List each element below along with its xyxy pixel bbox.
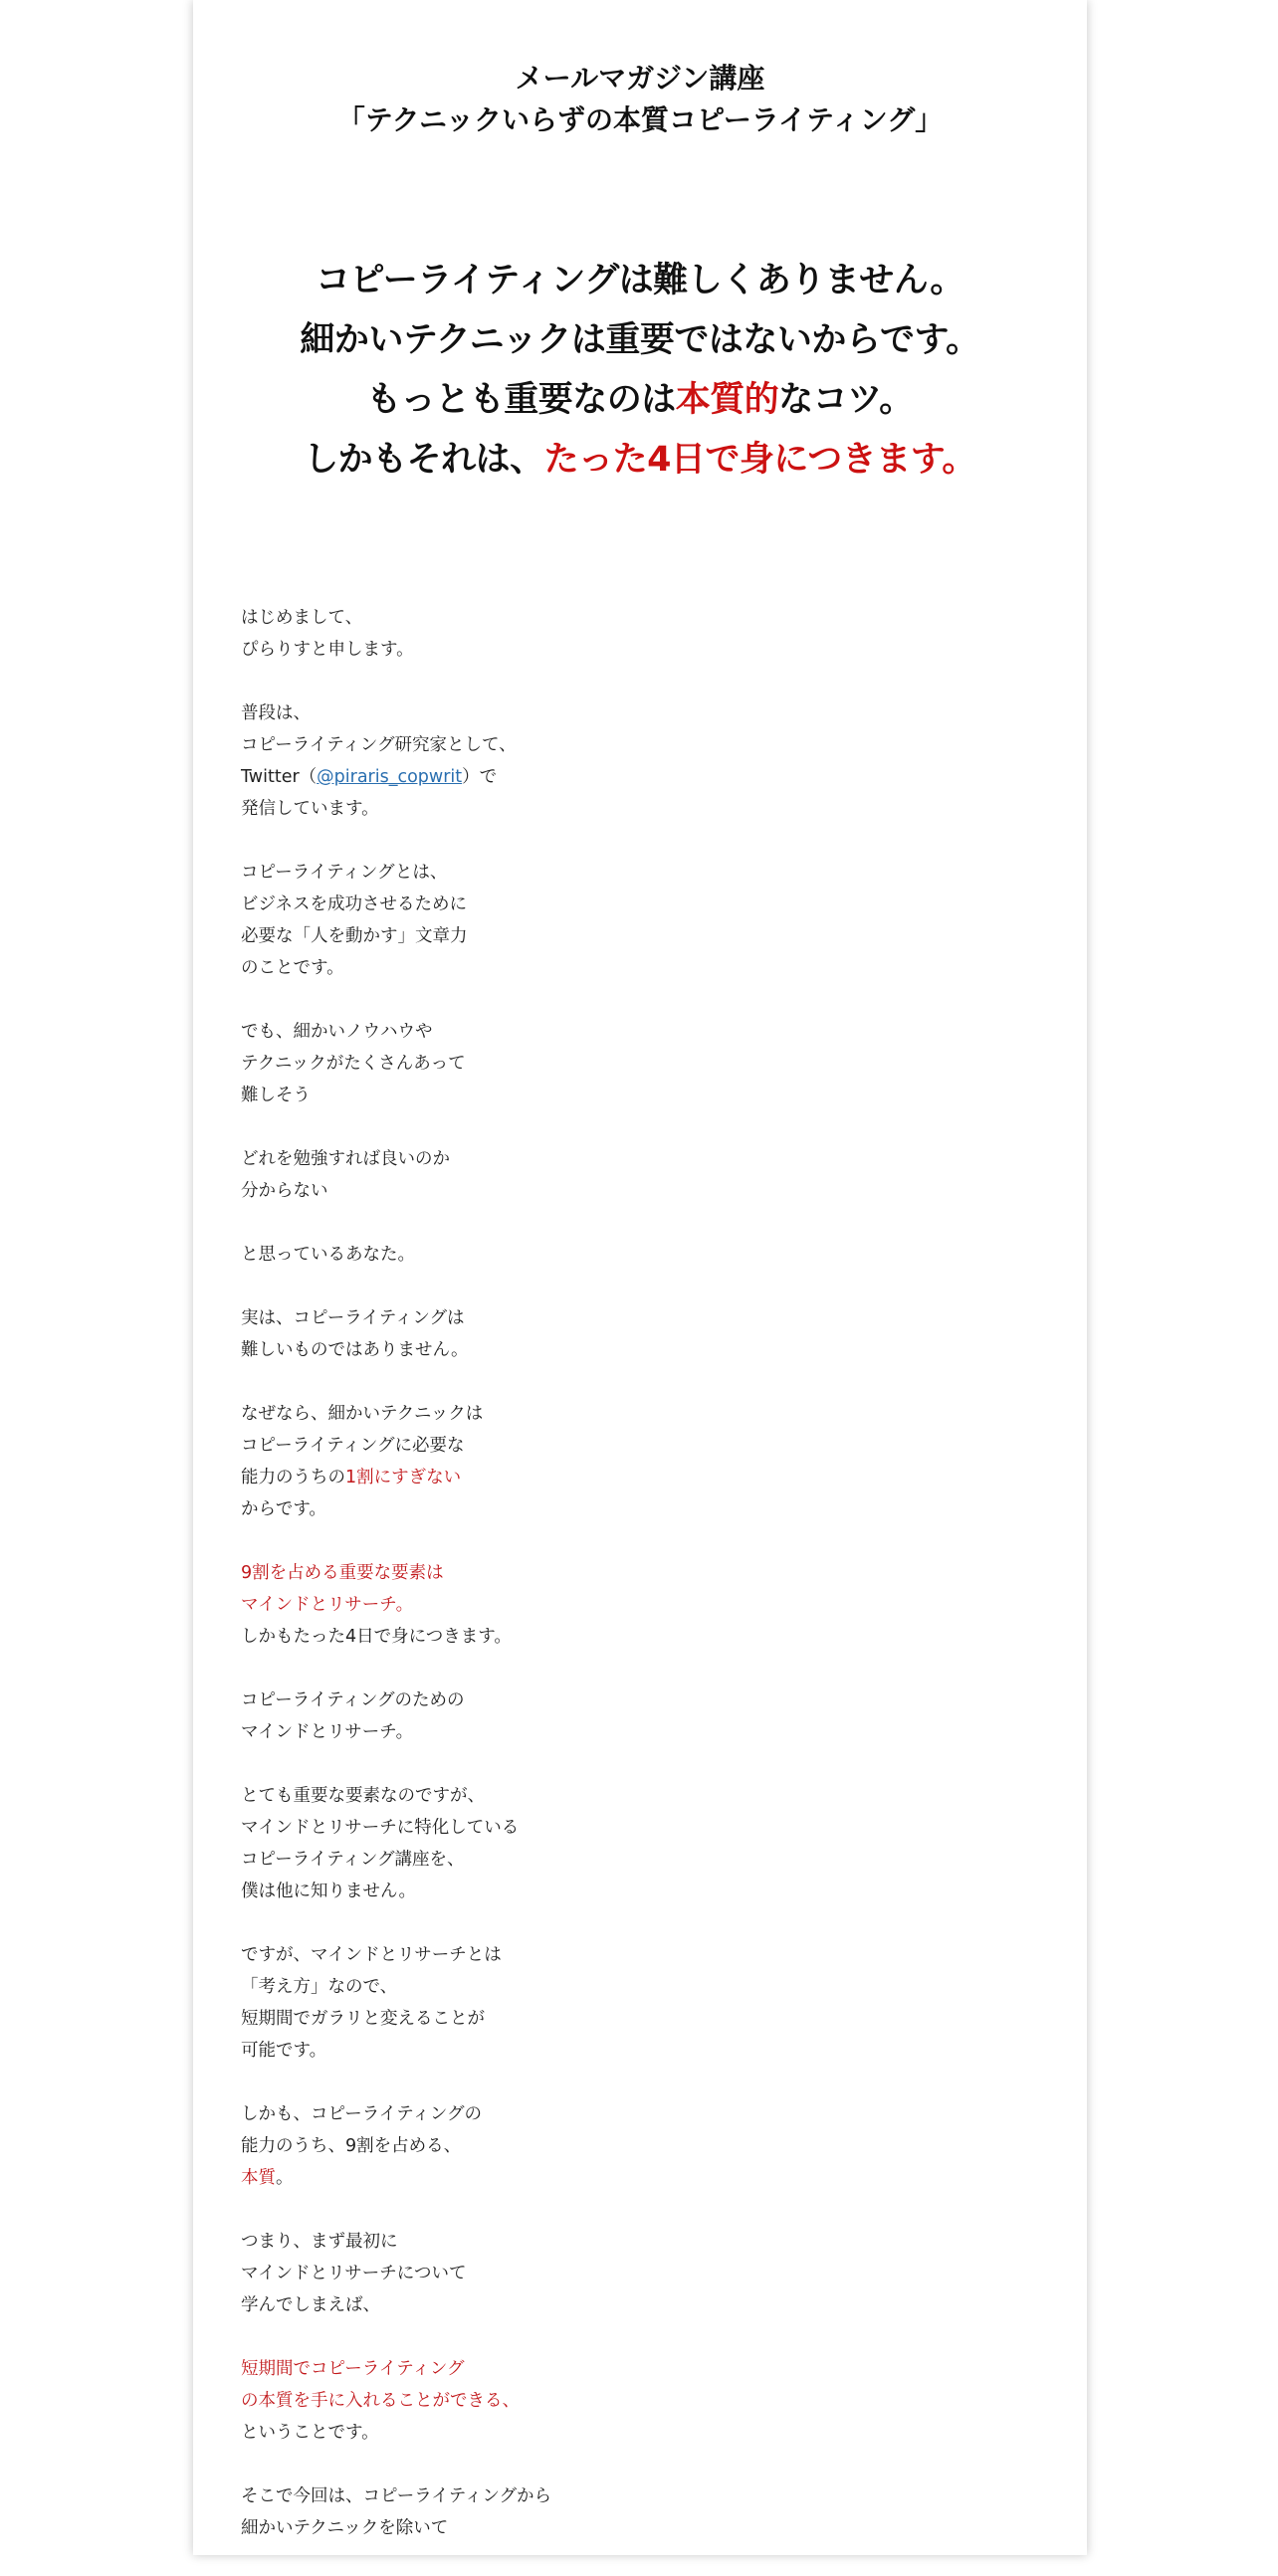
course-title-line-1: メールマガジン講座 — [515, 62, 765, 95]
article-page — [193, 0, 1087, 2555]
main-headline — [193, 251, 1087, 490]
text-line: 可能です。 — [241, 2041, 327, 2061]
paragraph-ninety-percent — [241, 1557, 1037, 1653]
paragraph-mindset — [241, 1939, 1037, 2067]
paragraph-twitter — [241, 697, 1037, 825]
text-line: とても重要な要素なのですが、 — [241, 1786, 485, 1806]
paragraph-reason — [241, 1398, 1037, 1525]
text-line: 発信しています。 — [241, 799, 379, 819]
text-line: 短期間でガラリと変えることが — [241, 2009, 485, 2029]
text-line: しかもたった4日で身につきます。 — [241, 1627, 512, 1647]
headline-line-4 — [193, 430, 1087, 490]
text-line: コピーライティングとは、 — [241, 863, 448, 883]
headline-line-2: 細かいテクニックは重要ではないからです。 — [300, 320, 980, 360]
text-line: マインドとリサーチについて — [241, 2264, 467, 2283]
text-line — [241, 2162, 1037, 2194]
text-line: どれを勉強すれば良いのか — [241, 1149, 450, 1169]
text-line: 学んでしまえば、 — [241, 2295, 380, 2315]
text-line: マインドとリサーチに特化している — [241, 1818, 520, 1838]
text-line: コピーライティング講座を、 — [241, 1850, 465, 1870]
text-segment: 。 — [276, 2168, 294, 2188]
headline-line-3-start: もっとも重要なのは — [366, 380, 676, 420]
text-line: マインドとリサーチ。 — [241, 1722, 414, 1742]
text-line: からです。 — [241, 1499, 326, 1519]
paragraph-learn-first — [241, 2226, 1037, 2321]
text-line: 必要な「人を動かす」文章力 — [241, 926, 468, 946]
text-line: ですが、マインドとリサーチとは — [241, 1945, 502, 1965]
paragraph-definition — [241, 857, 1037, 984]
highlight-line: マインドとリサーチ。 — [241, 1595, 414, 1615]
text-line: ぴらりすと申します。 — [241, 640, 414, 660]
body-text — [241, 602, 1037, 2576]
twitter-suffix: ）で — [462, 767, 498, 787]
paragraph-essence — [241, 2098, 1037, 2194]
headline-line-3-end: なコツ。 — [778, 380, 914, 420]
text-line: そこで今回は、コピーライティングから — [241, 2486, 552, 2506]
text-line: コピーライティングのための — [241, 1690, 465, 1710]
twitter-prefix: Twitter（ — [241, 767, 318, 787]
paragraph-not-difficult — [241, 1302, 1037, 1366]
text-segment: 能力のうちの — [241, 1468, 345, 1487]
twitter-handle-link[interactable]: @piraris_copwrit — [317, 767, 463, 787]
text-line: のことです。 — [241, 958, 344, 978]
text-line: 分からない — [241, 1181, 328, 1201]
paragraph-this-time — [241, 2480, 1037, 2544]
headline-line-4-start: しかもそれは、 — [304, 440, 544, 480]
headline-line-1: コピーライティングは難しくありません。 — [316, 261, 964, 300]
text-line: 「考え方」なので、 — [241, 1977, 398, 1997]
text-line: なぜなら、細かいテクニックは — [241, 1404, 484, 1424]
paragraph-unique — [241, 1780, 1037, 1907]
text-line: ということです。 — [241, 2423, 379, 2443]
text-line: 難しいものではありません。 — [241, 1340, 469, 1360]
paragraph-unsure — [241, 1143, 1037, 1207]
highlight-line: 短期間でコピーライティング — [241, 2359, 465, 2379]
paragraph-mind-research — [241, 1684, 1037, 1748]
highlight-ten-percent: 1割にすぎない — [345, 1468, 462, 1487]
text-line: でも、細かいノウハウや — [241, 1022, 433, 1042]
text-line — [241, 1462, 1037, 1493]
text-line: コピーライティング研究家として、 — [241, 735, 517, 755]
paragraph-you — [241, 1239, 1037, 1271]
text-line: しかも、コピーライティングの — [241, 2104, 483, 2124]
text-line: コピーライティングに必要な — [241, 1436, 465, 1456]
text-line: ビジネスを成功させるために — [241, 894, 467, 914]
headline-line-3 — [193, 370, 1087, 430]
text-line: 細かいテクニックを除いて — [241, 2518, 449, 2538]
highlight-line: の本質を手に入れることができる、 — [241, 2391, 520, 2411]
text-line: と思っているあなた。 — [241, 1245, 415, 1265]
course-title — [193, 58, 1087, 141]
text-line: テクニックがたくさんあって — [241, 1054, 466, 1074]
text-line: はじめまして、 — [241, 608, 363, 628]
course-title-line-2: 「テクニックいらずの本質コピーライティング」 — [336, 103, 944, 136]
paragraph-short-term — [241, 2353, 1037, 2449]
paragraph-intro — [241, 602, 1037, 666]
text-line — [241, 761, 1037, 793]
text-line: 普段は、 — [241, 703, 311, 723]
highlight-essence: 本質 — [241, 2168, 276, 2188]
paragraph-worry — [241, 1016, 1037, 1111]
text-line: 実は、コピーライティングは — [241, 1308, 465, 1328]
headline-highlight-essential: 本質的 — [675, 380, 779, 420]
text-line: 僕は他に知りません。 — [241, 1882, 417, 1901]
highlight-line: 9割を占める重要な要素は — [241, 1563, 444, 1583]
text-line: 難しそう — [241, 1086, 311, 1105]
text-line: つまり、まず最初に — [241, 2232, 398, 2252]
text-line: 能力のうち、9割を占める、 — [241, 2136, 462, 2156]
headline-highlight-4-days: たった4日で身につきます。 — [543, 440, 976, 480]
